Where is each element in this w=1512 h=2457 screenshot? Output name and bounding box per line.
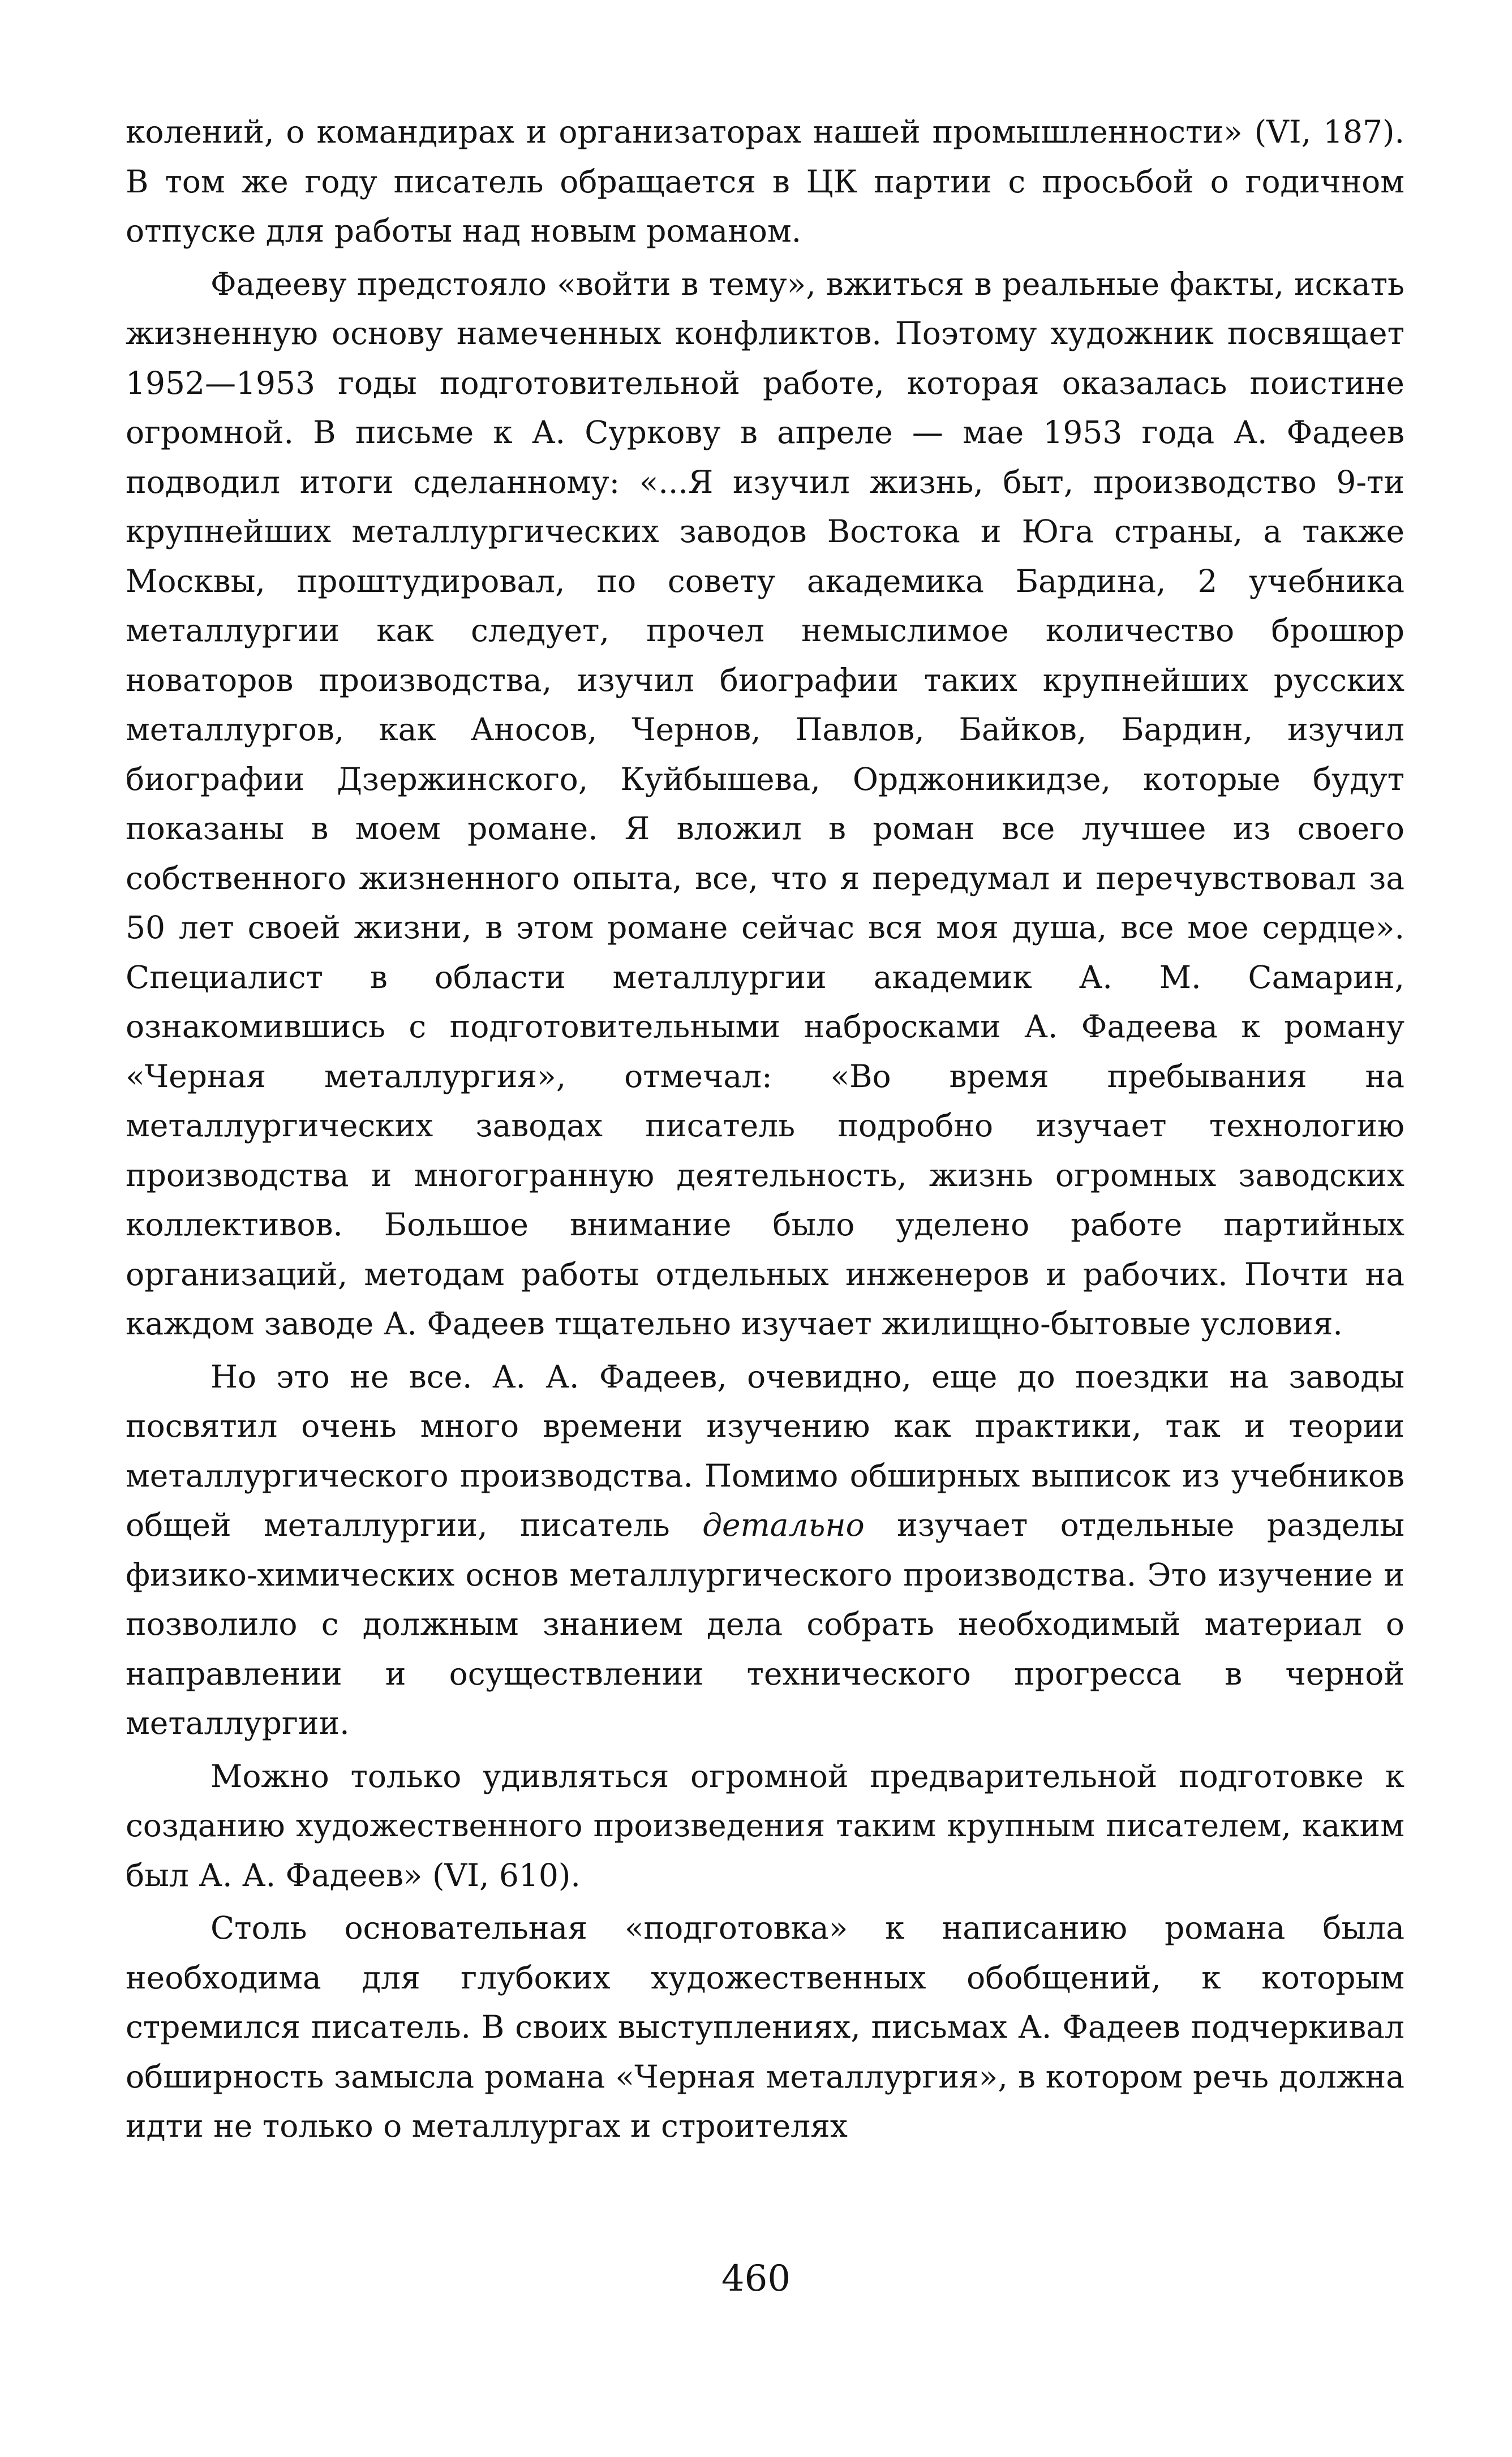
paragraph-5: Столь основательная «подготовка» к написанию романа была необходима для глубоких художественных обобщений, к которым стремился писатель. В своих выступлениях, письмах А. Фадеев подчеркивал обширность замысла романа «Черная металлургия», в котором речь должна идти не только о металлургах и строителях (126, 1910, 1404, 2144)
page-number: 460 (721, 2258, 791, 2300)
paragraph-1: колений, о командирах и организаторах нашей промышленности» (VI, 187). В том же году писатель обращается в ЦК партии с просьбой о годичном отпуске для работы над новым романом. (126, 114, 1404, 249)
paragraph-2: Фадееву предстояло «войти в тему», вжиться в реальные факты, искать жизненную основу намеченных конфликтов. Поэтому художник посвящает 1952—1953 годы подготовительной работе, которая оказалась поистине огромной. В письме к А. Суркову в апреле — мае 1953 года А. Фадеев подводил итоги сделанному: «...Я изучил жизнь, быт, производство 9-ти крупнейших металлургических заводов Востока и Юга страны, а также Москвы, проштудировал, по совету академика Бардина, 2 учебника металлургии как следует, прочел немыслимое количество брошюр новаторов производства, изучил биографии таких крупнейших русских металлургов, как Аносов, Чернов, Павлов, Байков, Бардин, изучил биографии Дзержинского, Куйбышева, Орджоникидзе, которые будут показаны в моем романе. Я вложил в роман все лучшее из своего собственного жизненного опыта, все, что я передумал и перечувствовал за 50 лет своей жизни, в этом романе сейчас вся моя душа, все мое сердце». Специалист в области металлургии академик А. М. Самарин, ознакомившись с подготовительными набросками А. Фадеева к роману «Черная металлургия», отмечал: «Во время пребывания на металлургических заводах писатель подробно изучает технологию производства и многогранную деятельность, жизнь огромных заводских коллективов. Большое внимание было уделено работе партийных организаций, методам работы отдельных инженеров и рабочих. Почти на каждом заводе А. Фадеев тщательно изучает жилищно-бытовые условия. (126, 265, 1404, 1342)
paragraph-3-text-before: Но это не все. А. А. Фадеев, очевидно, еще до поездки на заводы посвятил очень много времени изучению как практики, так и теории металлургического производства. Помимо обширных выписок из учебников общей металлургии, писатель (126, 1358, 1404, 1543)
paragraph-3-italic-word: детально (702, 1507, 865, 1543)
paragraph-3 (126, 1352, 1404, 1749)
document-page (126, 108, 1404, 2151)
paragraph-4: Можно только удивляться огромной предварительной подготовке к созданию художественного произведения таким крупным писателем, каким был А. А. Фадеев» (VI, 610). (126, 1758, 1404, 1893)
paragraph-3-text-after: изучает отдельные разделы физико-химических основ металлургического производства. Это изучение и позволило с должным знанием дела собрать необходимый материал о направлении и осуществлении технического прогресса в черной металлургии. (126, 1507, 1404, 1741)
